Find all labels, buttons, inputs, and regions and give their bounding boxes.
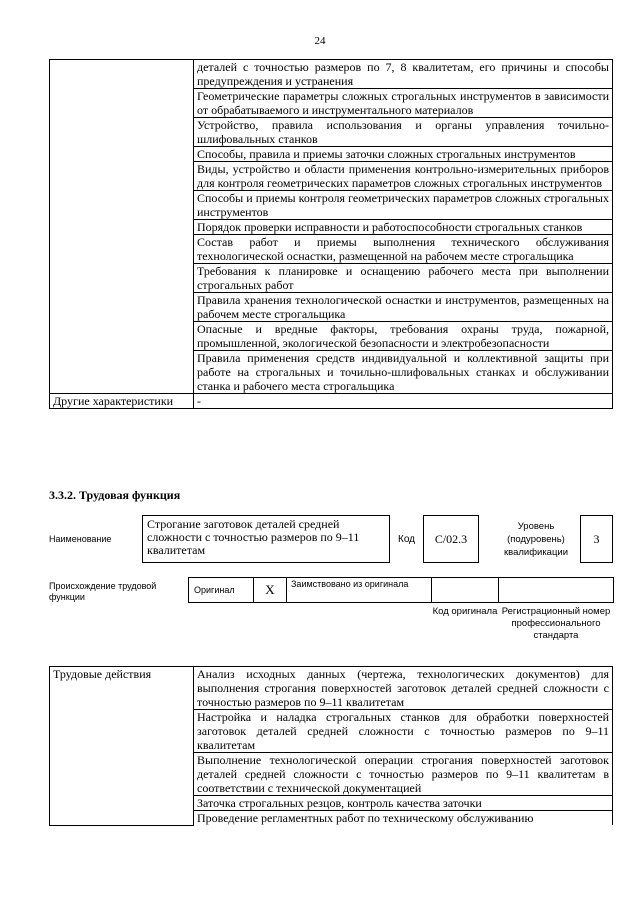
borrowed-label: Заимствовано из оригинала xyxy=(291,579,409,589)
original-code-caption: Код оригинала xyxy=(432,606,498,617)
labor-action-row: Настройка и наладка строгальных станков для обработки поверхностей заготовок деталей средней сложности с точностью размеров по 9–11 квалитетам xyxy=(194,710,613,753)
labor-action-row: Заточка строгальных резцов, контроль качества заточки xyxy=(194,796,613,811)
knowledge-row: Способы, правила и приемы заточки сложных строгальных инструментов xyxy=(194,147,613,162)
naming-label: Наименование xyxy=(49,534,112,544)
original-mark-cell: X xyxy=(253,577,287,603)
knowledge-row: Требования к планировке и оснащению рабочего места при выполнении строгальных работ xyxy=(194,264,613,293)
knowledge-row: Порядок проверки исправности и работоспособности строгальных станков xyxy=(194,220,613,235)
other-characteristics-value: - xyxy=(194,394,613,409)
other-characteristics-label: Другие характеристики xyxy=(50,394,194,409)
code-label: Код xyxy=(398,534,416,545)
knowledge-row: Устройство, правила использования и органы управления точильно-шлифовальных станков xyxy=(194,118,613,147)
borrowed-cell xyxy=(286,577,432,603)
level-label: Уровень (подуровень) квалификации xyxy=(503,521,569,558)
origin-label: Происхождение трудовой функции xyxy=(49,581,157,602)
knowledge-row: Способы и приемы контроля геометрических параметров сложных строгальных инструментов xyxy=(194,191,613,220)
knowledge-row: Правила применения средств индивидуальной и коллективной защиты при работе на строгальных и точильно-шлифовальных станках и обслуживании станка и рабочего места строгальщика xyxy=(194,351,613,394)
labor-actions-table xyxy=(49,666,613,826)
level-value-box: 3 xyxy=(580,515,613,563)
labor-actions-label: Трудовые действия xyxy=(50,667,194,826)
knowledge-table xyxy=(49,59,613,409)
original-code-cell xyxy=(431,577,499,603)
code-value-box: C/02.3 xyxy=(423,515,479,563)
knowledge-row: Опасные и вредные факторы, требования охраны труда, пожарной, промышленной, экологической безопасности и электробезопасности xyxy=(194,322,613,351)
knowledge-row: Геометрические параметры сложных строгальных инструментов в зависимости от обрабатываемого и инструментального материалов xyxy=(194,89,613,118)
section-title: 3.3.2. Трудовая функция xyxy=(49,488,181,502)
knowledge-row: Правила хранения технологической оснастки и инструментов, размещенных на рабочем месте строгальщика xyxy=(194,293,613,322)
knowledge-row: Состав работ и приемы выполнения технического обслуживания технологической оснастки, размещенной на рабочем месте строгальщика xyxy=(194,235,613,264)
original-label: Оригинал xyxy=(194,585,235,595)
labor-action-row: Анализ исходных данных (чертежа, технологических документов) для выполнения строгания поверхностей заготовок деталей средней сложности с точностью размеров по 9–11 квалитетам xyxy=(194,667,613,710)
registration-caption: Регистрационный номер профессионального стандарта xyxy=(501,606,611,641)
function-name-box: Строгание заготовок деталей средней сложности с точностью размеров по 9–11 квалитетам xyxy=(142,515,390,563)
page-number: 24 xyxy=(314,35,326,47)
knowledge-row: деталей с точностью размеров по 7, 8 квалитетам, его причины и способы предупреждения и устранения xyxy=(194,60,613,89)
labor-action-row: Проведение регламентных работ по техническому обслуживанию xyxy=(194,811,613,826)
knowledge-left-cell xyxy=(50,60,194,394)
origin-row xyxy=(188,577,614,603)
original-label-cell xyxy=(188,577,254,603)
registration-number-cell xyxy=(498,577,614,603)
knowledge-row: Виды, устройство и области применения контрольно-измерительных приборов для контроля геометрических параметров сложных строгальных инструментов xyxy=(194,162,613,191)
labor-action-row: Выполнение технологической операции строгания поверхностей заготовок деталей средней сложности с точностью размеров по 9–11 квалитетам в соответствии с технической документацией xyxy=(194,753,613,796)
